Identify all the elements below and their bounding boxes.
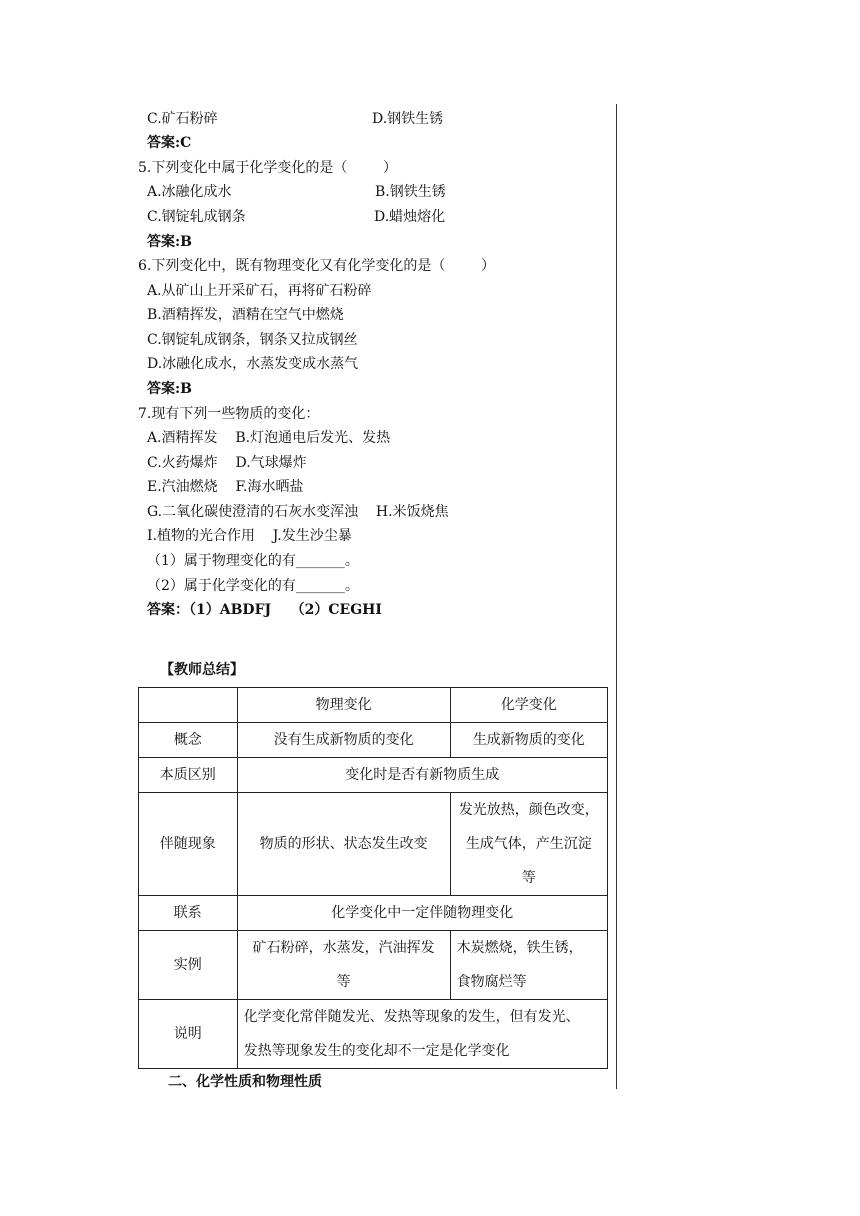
phenomena-chemical-line-1: 发光放热，颜色改变， <box>458 802 599 818</box>
q7-items-ab: A.酒精挥发 B.灯泡通电后发光、发热 <box>147 430 391 446</box>
summary-title: 【教师总结】 <box>160 662 244 678</box>
note-value <box>237 1000 607 1069</box>
row-label-phenomena: 伴随现象 <box>139 793 238 896</box>
q6-option-a: A.从矿山上开采矿石，再将矿石粉碎 <box>147 283 372 299</box>
table-row <box>139 931 608 1000</box>
table-row <box>139 793 608 896</box>
q4-option-c: C.矿石粉碎 <box>147 111 218 127</box>
relation-value: 化学变化中一定伴随物理变化 <box>237 896 607 931</box>
q5-option-a: A.冰融化成水 <box>147 184 232 200</box>
q6-answer: 答案:B <box>147 381 193 397</box>
q4-answer: 答案:C <box>147 135 192 151</box>
q5-option-d: D.蜡烛熔化 <box>374 209 446 225</box>
q6-stem: 6.下列变化中，既有物理变化又有化学变化的是（ ） <box>138 258 495 274</box>
margin-rule <box>616 104 617 1089</box>
q6-option-b: B.酒精挥发，酒精在空气中燃烧 <box>147 307 344 323</box>
q7-stem: 7.现有下列一些物质的变化： <box>138 406 320 422</box>
section-heading: 二、化学性质和物理性质 <box>168 1074 322 1090</box>
comparison-table <box>138 687 608 1069</box>
table-row <box>139 1000 608 1069</box>
q5-answer: 答案:B <box>147 234 193 250</box>
table-header-physical: 物理变化 <box>237 688 450 723</box>
concept-chemical: 生成新物质的变化 <box>450 723 607 758</box>
table-row <box>139 688 608 723</box>
examples-chemical-line-2: 食物腐烂等 <box>456 974 527 990</box>
table-header-blank <box>139 688 238 723</box>
note-line-1: 化学变化常伴随发光、发热等现象的发生，但有发光、 <box>243 1009 580 1025</box>
phenomena-chemical <box>450 793 607 896</box>
examples-chemical-line-1: 木炭燃烧，铁生锈， <box>456 940 583 956</box>
phenomena-physical: 物质的形状、状态发生改变 <box>237 793 450 896</box>
q7-items-gh: G.二氧化碳使澄清的石灰水变浑浊 H.米饭烧焦 <box>147 504 449 520</box>
table-row <box>139 758 608 793</box>
examples-chemical <box>450 931 607 1000</box>
q4-option-d: D.钢铁生锈 <box>372 111 444 127</box>
phenomena-chemical-line-2: 生成气体，产生沉淀 <box>465 836 592 852</box>
essence-value: 变化时是否有新物质生成 <box>237 758 607 793</box>
row-label-note: 说明 <box>139 1000 238 1069</box>
q7-sub-question-1: （1）属于物理变化的有_______。 <box>147 553 359 569</box>
q6-option-c: C.钢锭轧成钢条，钢条又拉成钢丝 <box>147 332 358 348</box>
table-row <box>139 723 608 758</box>
q7-answer: 答案：（1）ABDFJ （2）CEGHI <box>147 602 382 618</box>
q6-option-d: D.冰融化成水，水蒸发变成水蒸气 <box>147 356 359 372</box>
examples-physical <box>237 931 450 1000</box>
examples-physical-line-2: 等 <box>336 974 351 990</box>
row-label-essence: 本质区别 <box>139 758 238 793</box>
q7-items-ef: E.汽油燃烧 F.海水晒盐 <box>147 479 304 495</box>
row-label-concept: 概念 <box>139 723 238 758</box>
q5-option-b: B.钢铁生锈 <box>375 184 446 200</box>
q5-stem: 5.下列变化中属于化学变化的是（ ） <box>138 160 397 176</box>
row-label-relation: 联系 <box>139 896 238 931</box>
examples-physical-line-1: 矿石粉碎，水蒸发，汽油挥发 <box>252 940 435 956</box>
table-header-chemical: 化学变化 <box>450 688 607 723</box>
q5-option-c: C.钢锭轧成钢条 <box>147 209 246 225</box>
phenomena-chemical-line-3: 等 <box>521 870 536 886</box>
q7-items-ij: I.植物的光合作用 J.发生沙尘暴 <box>147 528 352 544</box>
row-label-examples: 实例 <box>139 931 238 1000</box>
q7-sub-question-2: （2）属于化学变化的有_______。 <box>147 578 359 594</box>
note-line-2: 发热等现象发生的变化却不一定是化学变化 <box>243 1043 510 1059</box>
table-row <box>139 896 608 931</box>
concept-physical: 没有生成新物质的变化 <box>237 723 450 758</box>
q7-items-cd: C.火药爆炸 D.气球爆炸 <box>147 455 307 471</box>
